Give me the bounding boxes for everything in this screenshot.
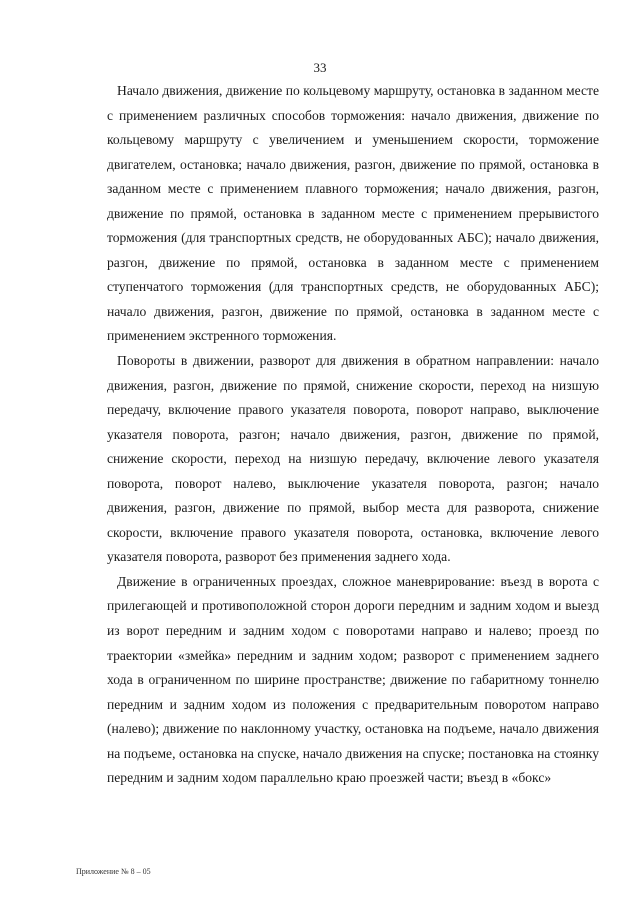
paragraph-maneuvering: Движение в ограниченных проездах, сложное маневрирование: въезд в ворота с прилегающей и противоположной сторон дороги передним и задним ходом и выезд из ворот передним и задним ходом с поворотами направо и налево; проезд по траектории «змейка» передним и задним ходом; разворот с применением заднего хода в ограниченном по ширине пространстве; движение по габаритному тоннелю передним и задним ходом из положения с предварительным поворотом направо (налево); движение по наклонному участку, остановка на подъеме, начало движения на подъеме, остановка на спуске, начало движения на спуске; постановка на стоянку передним и задним ходом параллельно краю проезжей части; въезд в «бокс» (107, 573, 599, 786)
document-body (107, 79, 599, 791)
page-number: 33 (313, 60, 327, 75)
paragraph-turns: Повороты в движении, разворот для движения в обратном направлении: начало движения, разгон, движение по прямой, снижение скорости, переход на низшую передачу, включение правого указателя поворота, поворот направо, выключение указателя поворота, разгон; начало движения, разгон, движение по прямой, снижение скорости, переход на низшую передачу, включение левого указателя поворота, поворот налево, выключение указателя поворота, разгон; начало движения, разгон, движение по прямой, выбор места для разворота, снижение скорости, включение правого указателя поворота, остановка, включение левого указателя поворота, разворот без применения заднего хода. (107, 353, 599, 565)
paragraph-braking: Начало движения, движение по кольцевому маршруту, остановка в заданном месте с применением различных способов торможения: начало движения, движение по кольцевому маршруту с увеличением и уменьшением скорости, торможение двигателем, остановка; начало движения, разгон, движение по прямой, остановка в заданном месте с применением плавного торможения; начало движения, разгон, движение по прямой, остановка в заданном месте с применением прерывистого торможения (для транспортных средств, не оборудованных АБС); начало движения, разгон, движение по прямой, остановка в заданном месте с применением ступенчатого торможения (для транспортных средств, не оборудованных АБС); начало движения, разгон, движение по прямой, остановка в заданном месте с применением экстренного торможения. (107, 83, 599, 344)
footer-note: Приложение № 8 – 05 (76, 867, 151, 876)
